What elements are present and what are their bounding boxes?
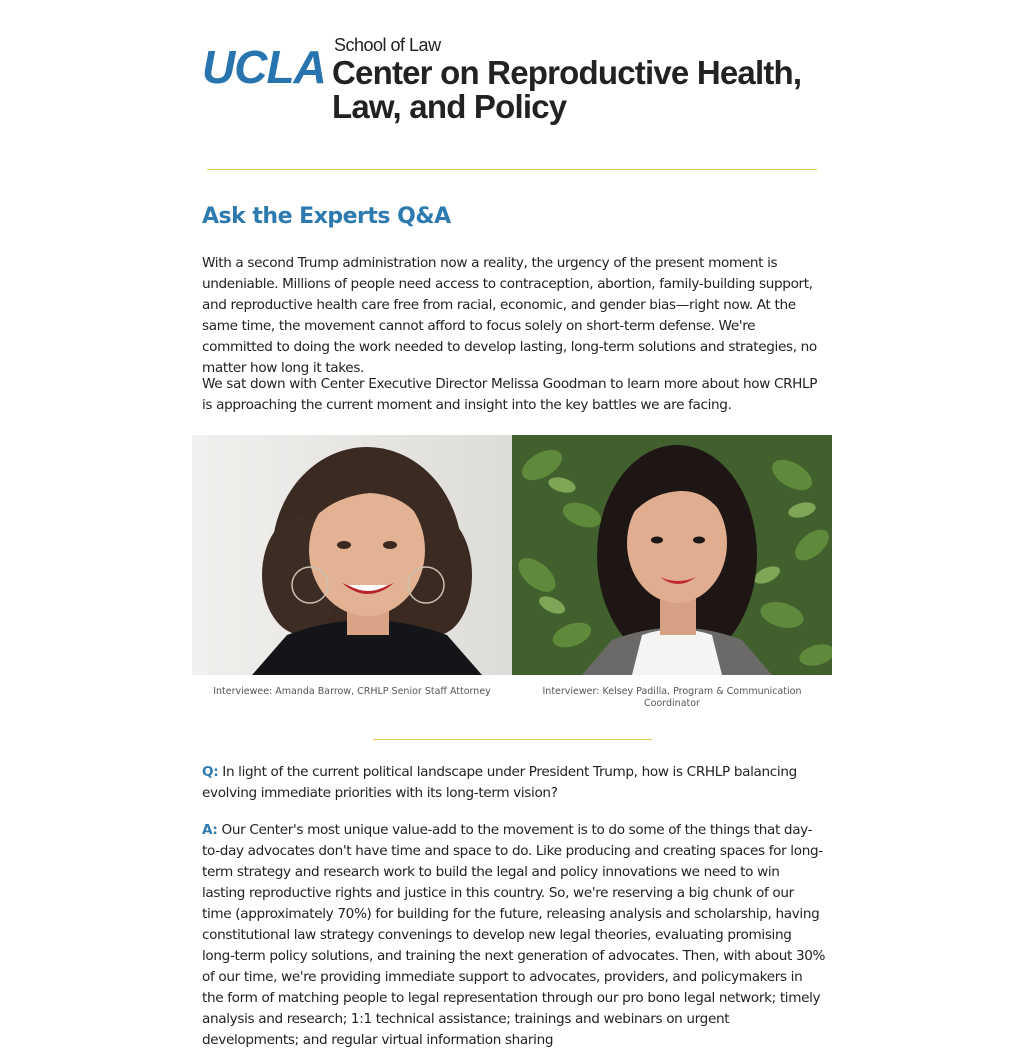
logo-center-name-line2: Law, and Policy [332, 88, 567, 125]
logo-school-of-law: School of Law [334, 35, 441, 55]
photo-caption-interviewee: Interviewee: Amanda Barrow, CRHLP Senior Staff Attorney [213, 686, 491, 697]
photo-interviewee [192, 435, 512, 675]
ucla-law-center-logo[interactable] [202, 36, 832, 132]
answer-text: Our Center's most unique value-add to the movement is to do some of the things that day-to-day advocates don't have time and space to do. Like producing and creating spaces for long-term strategy and research work to build the legal and policy innovations we need to win lasting reproductive rights and justice in this country. So, we're reserving a big chunk of our time (approximately 70%) for building for the future, releasing analysis and scholarship, having constitutional law strategy convenings to develop new legal theories, evaluating promising long-term policy solutions, and training the next generation of advocates. Then, with about 30% of our time, we're providing immediate support to advocates, providers, and policymakers in the form of matching people to legal representation through our pro bono legal network; timely analysis and research; 1:1 technical assistance; trainings and webinars on urgent developments; and regular virtual information sharing [202, 822, 826, 1048]
question-label: Q: [202, 764, 219, 780]
header-divider [207, 169, 817, 170]
logo-ucla-wordmark: UCLA [202, 41, 326, 93]
answer-label: A: [202, 822, 218, 838]
logo-center-name-line1: Center on Reproductive Health, [332, 54, 802, 91]
answer-paragraph [202, 820, 826, 1051]
photo-caption-interviewer: Interviewer: Kelsey Padilla, Program & Communication Coordinator [542, 686, 802, 709]
intro-paragraph-2: We sat down with Center Executive Director Melissa Goodman to learn more about how CRHLP is approaching the current moment and insight into the key battles we are facing. [202, 376, 818, 413]
intro-paragraph-1: With a second Trump administration now a reality, the urgency of the present moment is undeniable. Millions of people need access to contraception, abortion, family-building support, and reproductive health care free from racial, economic, and gender bias—right now. At the same time, the movement cannot afford to focus solely on short-term defense. We're committed to doing the work needed to develop lasting, long-term solutions and strategies, no matter how long it takes. [202, 255, 817, 376]
photo-interviewer [512, 435, 832, 675]
article-title: Ask the Experts Q&A [202, 204, 451, 229]
question-text: In light of the current political landscape under President Trump, how is CRHLP balancing evolving immediate priorities with its long-term vision? [202, 764, 797, 801]
question-paragraph [202, 762, 826, 804]
section-divider [373, 739, 652, 740]
